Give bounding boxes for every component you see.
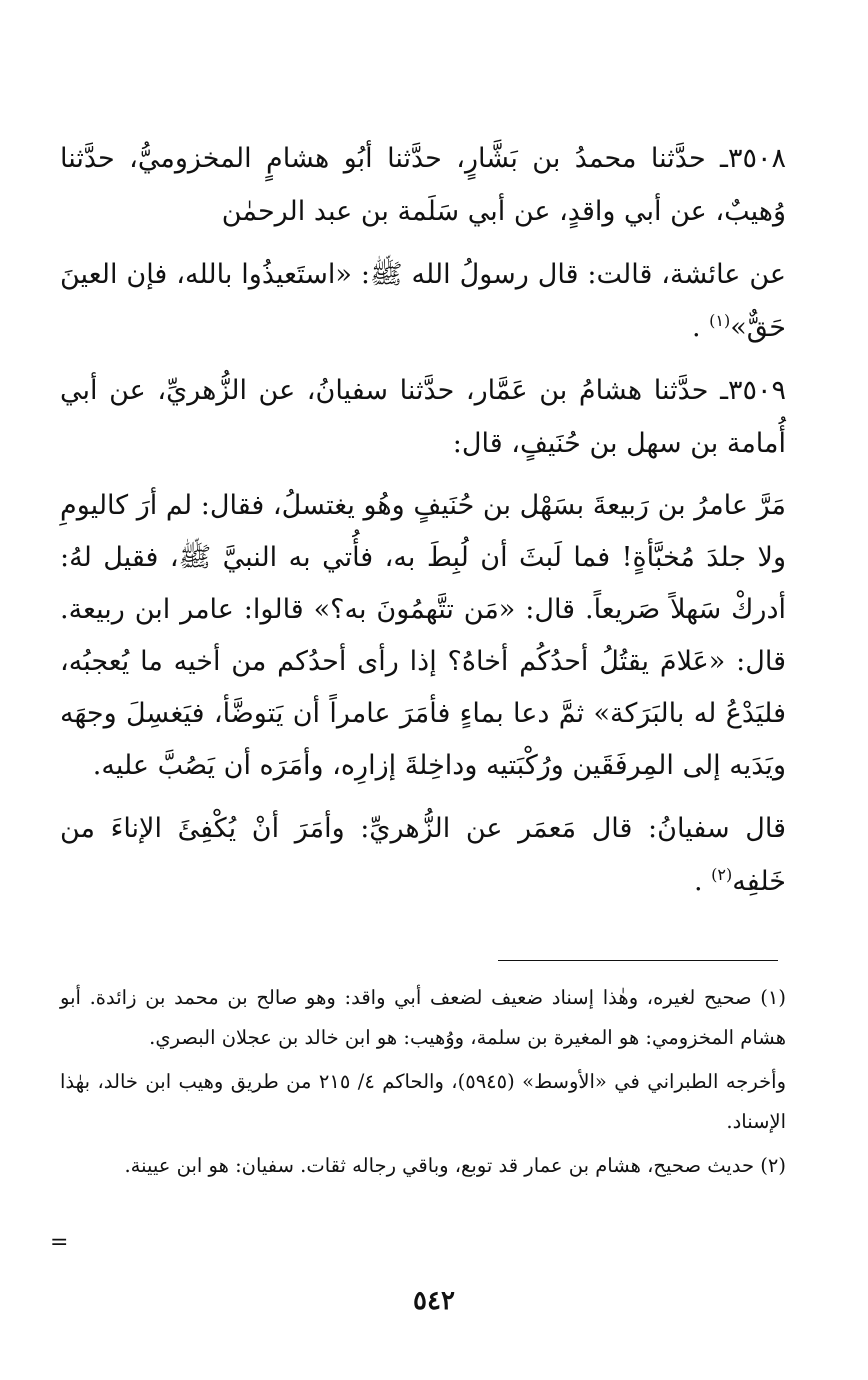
- footnote-1: (١) صحيح لغيره، وهٰذا إسناد ضعيف لضعف أبي واقد: وهو صالح بن محمد بن زائدة. أبو هشام المخزومي: هو المغيرة بن سلمة، ووُهيب: هو ابن خالد بن عجلان البصري.: [60, 986, 786, 1049]
- footnote-ref-2[interactable]: (٢): [711, 865, 733, 884]
- main-text: [60, 132, 786, 918]
- footnote-separator: [498, 960, 778, 961]
- hadith-3509-addendum-end: .: [693, 866, 712, 897]
- hadith-3508-matn: [60, 248, 786, 354]
- hadith-3508-isnad: ٣٥٠٨ـ حدَّثنا محمدُ بن بَشَّارٍ، حدَّثنا أبُو هشامٍ المخزوميُّ، حدَّثنا وُهيبٌ، عن أبي واقدٍ، عن أبي سَلَمة بن عبد الرحمٰن: [60, 143, 786, 227]
- hadith-3508-matn-text: عن عائشة، قالت: قال رسولُ الله ﷺ: «استَعيذُوا بالله، فإن العينَ حَقٌّ»: [60, 259, 786, 343]
- hadith-3509-addendum: [60, 802, 786, 908]
- hadith-3509-addendum-text: قال سفيانُ: قال مَعمَر عن الزُّهريِّ: وأمَرَ أنْ يُكْفِئَ الإناءَ من خَلفِه: [60, 813, 786, 897]
- footnote-ref-1[interactable]: (١): [709, 311, 731, 330]
- footnote-1-continued: وأخرجه الطبراني في «الأوسط» (٥٩٤٥)، والحاكم ٤/ ٢١٥ من طريق وهيب ابن خالد، بهٰذا الإسناد.: [60, 1070, 787, 1133]
- footnotes: [60, 978, 786, 1190]
- continuation-mark: =: [50, 1230, 69, 1255]
- footnote-2: (٢) حديث صحيح، هشام بن عمار قد توبع، وباقي رجاله ثقات. سفيان: هو ابن عيينة.: [124, 1154, 786, 1177]
- hadith-3509-isnad: ٣٥٠٩ـ حدَّثنا هشامُ بن عَمَّار، حدَّثنا سفيانُ، عن الزُّهريِّ، عن أبي أُمامة بن سهل بن حُنَيفٍ، قال:: [60, 375, 786, 459]
- hadith-3508-matn-end: .: [692, 312, 710, 343]
- page-number: ٥٤٢: [413, 1286, 455, 1316]
- hadith-3509-matn: مَرَّ عامرُ بن رَبيعةَ بسَهْل بن حُنَيفٍ وهُو يغتسلُ، فقال: لم أرَ كاليومِ ولا جلدَ مُخبَّأةٍ! فما لَبثَ أن لُبِطَ به، فأُتي به النبيَّ ﷺ، فقيل لهُ: أدركْ سَهلاً صَريعاً. قال: «مَن تتَّهمُونَ به؟» قالوا: عامر ابن ربيعة. قال: «عَلامَ يقتُلُ أحدُكُم أخاهُ؟ إذا رأى أحدُكم من أخيه ما يُعجبُه، فليَدْعُ له بالبَرَكة» ثمَّ دعا بماءٍ فأمَرَ عامراً أن يَتوضَّأ، فيَغسِلَ وجهَه ويَدَيه إلى المِرفَقَين ورُكْبَتيه وداخِلةَ إزارِه، وأمَرَه أن يَصُبَّ عليه.: [60, 490, 786, 781]
